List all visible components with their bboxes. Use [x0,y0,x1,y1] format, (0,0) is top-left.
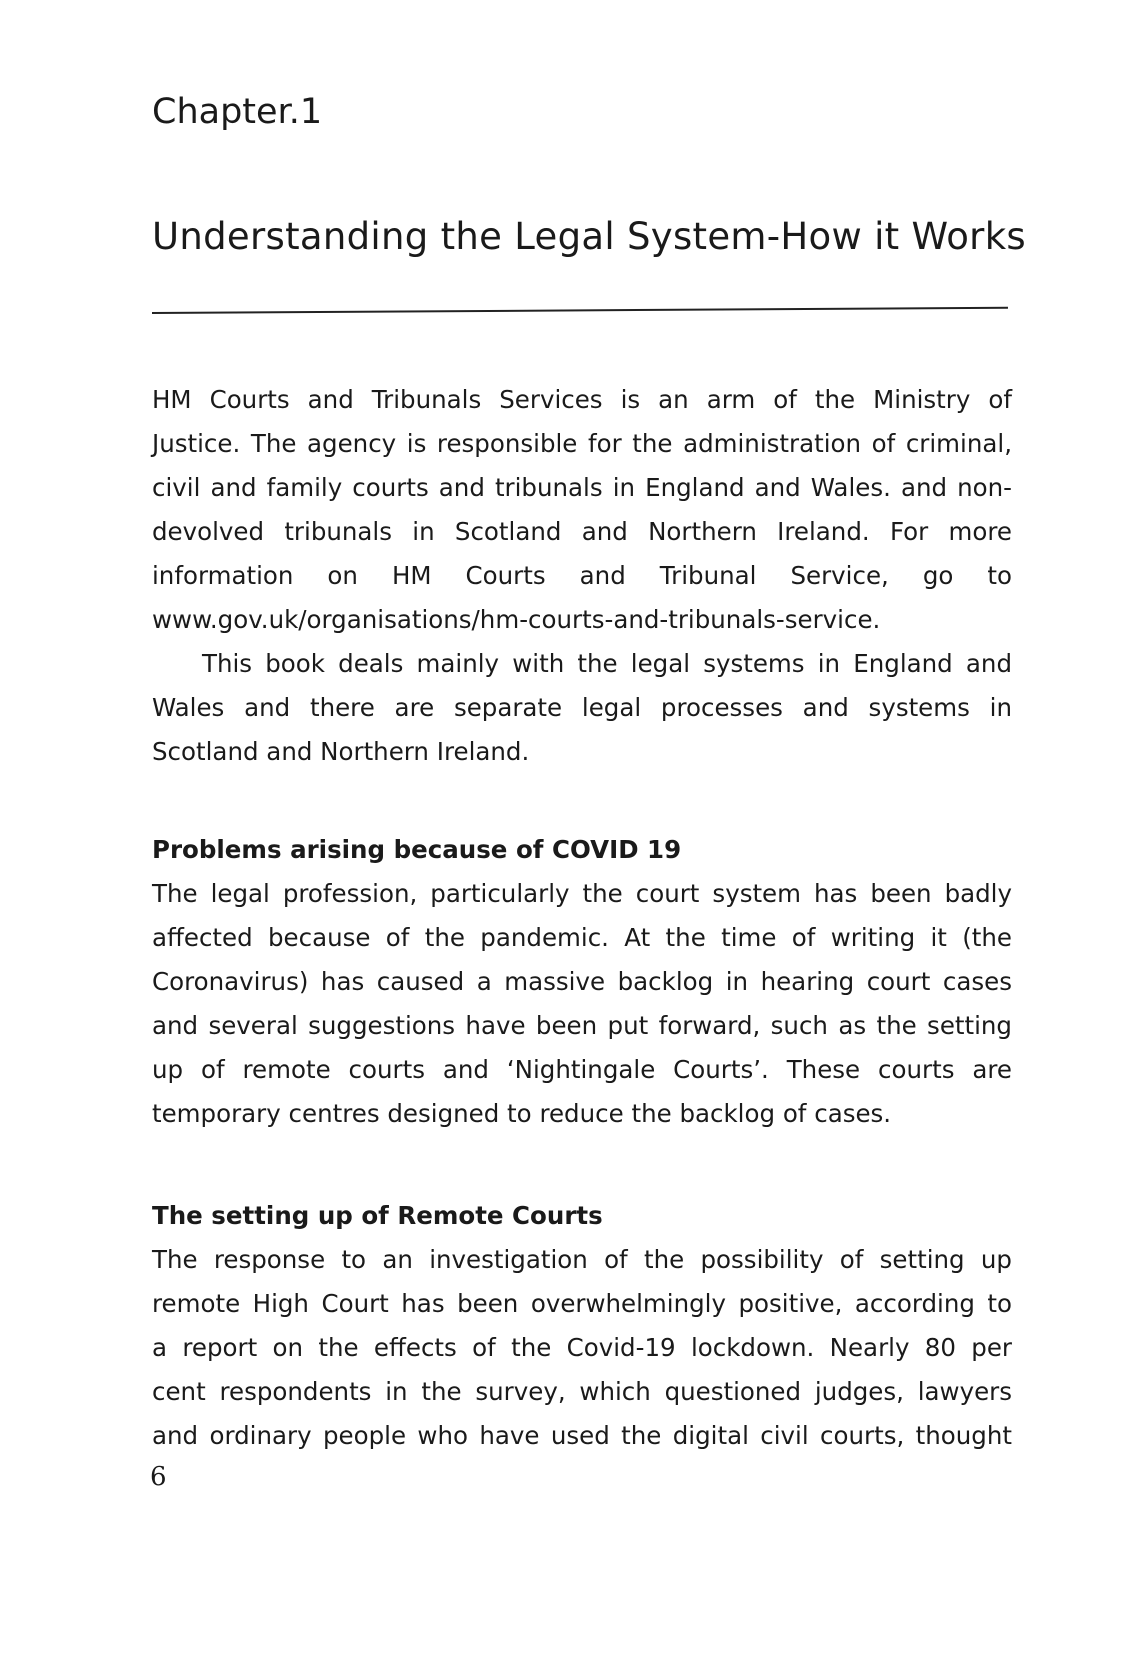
text-line: This book deals mainly with the legal systems in England and [202,649,1012,678]
chapter-title: Understanding the Legal System-How it Works [152,215,1026,258]
section-remote-courts [152,1194,1012,1458]
text-line: information on HM Courts and Tribunal Service, go to [152,561,1012,590]
text-line: The response to an investigation of the possibility of setting up [152,1245,1012,1274]
text-line: HM Courts and Tribunals Services is an arm of the Ministry of [152,385,1012,414]
section-heading: Problems arising because of COVID 19 [152,835,682,864]
text-line: affected because of the pandemic. At the time of writing it (the [152,923,1012,952]
page-number: 6 [150,1462,167,1492]
text-line: and ordinary people who have used the digital civil courts, thought [152,1421,1012,1450]
text-line: civil and family courts and tribunals in England and Wales. and non- [152,473,1012,502]
title-divider [152,307,1008,314]
section-covid [152,828,1012,1136]
text-line: Coronavirus) has caused a massive backlog in hearing court cases [152,967,1012,996]
text-line: up of remote courts and ‘Nightingale Courts’. These courts are [152,1055,1012,1084]
text-line: remote High Court has been overwhelmingly positive, according to [152,1289,1012,1318]
text-line: and several suggestions have been put forward, such as the setting [152,1011,1012,1040]
text-line: www.gov.uk/organisations/hm-courts-and-tribunals-service. [152,605,881,634]
text-line: devolved tribunals in Scotland and Northern Ireland. For more [152,517,1012,546]
paragraph-hmcts [152,378,1012,774]
section-heading: The setting up of Remote Courts [152,1201,603,1230]
text-line: temporary centres designed to reduce the backlog of cases. [152,1099,892,1128]
chapter-label: Chapter.1 [152,92,323,132]
text-line: cent respondents in the survey, which questioned judges, lawyers [152,1377,1012,1406]
text-line: Justice. The agency is responsible for the administration of criminal, [152,429,1012,458]
text-line: Scotland and Northern Ireland. [152,737,530,766]
text-line: Wales and there are separate legal processes and systems in [152,693,1012,722]
text-line: a report on the effects of the Covid-19 lockdown. Nearly 80 per [152,1333,1012,1362]
text-line: The legal profession, particularly the court system has been badly [152,879,1012,908]
